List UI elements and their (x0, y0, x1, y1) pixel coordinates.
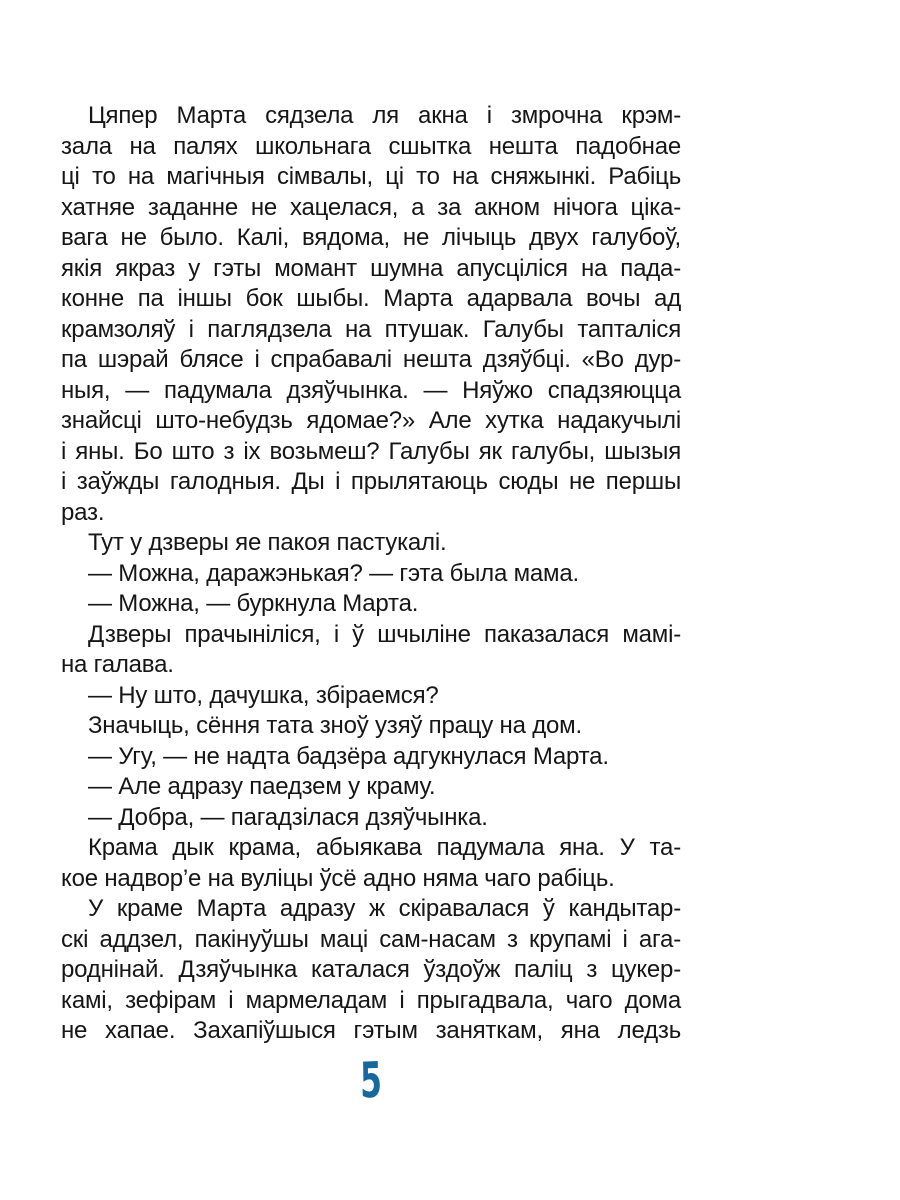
page-number: 5 (359, 1051, 383, 1110)
text-line: конне па іншы бок шыбы. Марта адарвала вочы ад (61, 285, 681, 312)
text-line: па шэрай блясе і спрабавалі нешта дзяўбці. «Во дур- (61, 346, 681, 373)
body-text-block (61, 101, 681, 1047)
text-line: скі аддзел, пакінуўшы маці сам-насам з крупамі і ага- (61, 925, 681, 953)
text-line: — Угу, — не надта бадзёра адгукнулася Марта. (88, 742, 609, 770)
text-line: на галава. (61, 651, 174, 678)
text-line: Цяпер Марта сядзела ля акна і змрочна крэм- (88, 102, 681, 129)
text-line: ныя, — падумала дзяўчынка. — Няўжо спадзяюцца (61, 376, 681, 404)
text-line: роднінай. Дзяўчынка каталася ўздоўж паліц з цукер- (61, 956, 681, 983)
text-line: і заўжды галодныя. Ды і прылятаюць сюды не першы (61, 468, 681, 495)
text-line: якія якраз у гэты момант шумна апусціліся на пада- (61, 254, 681, 282)
text-line: раз. (61, 498, 105, 526)
text-line: не хапае. Захапіўшыся гэтым заняткам, яна ледзь (61, 1017, 681, 1044)
text-line: Дзверы прачыніліся, і ў шчыліне паказалася мамі- (88, 620, 681, 648)
text-line: — Можна, даражэнькая? — гэта была мама. (88, 559, 579, 587)
text-line: вага не было. Калі, вядома, не лічыць двух галубоў, (61, 224, 681, 251)
text-line: і яны. Бо што з іх возьмеш? Галубы як галубы, шызыя (61, 437, 681, 465)
text-line: — Але адразу паедзем у краму. (88, 773, 436, 800)
text-line: хатняе заданне не хацелася, а за акном нічога ціка- (61, 193, 681, 221)
text-line: зала на палях школьнага сшытка нешта падобнае (61, 132, 681, 160)
text-line: кое надвор’е на вуліцы ўсё адно няма чаго рабіць. (61, 864, 615, 892)
text-line: — Можна, — буркнула Марта. (88, 590, 419, 617)
text-line: Тут у дзверы яе пакоя пастукалі. (88, 529, 447, 556)
text-line: — Добра, — пагадзілася дзяўчынка. (88, 803, 488, 831)
text-line: знайсці што-небудзь ядомае?» Але хутка надакучылі (61, 407, 681, 434)
text-line: Значыць, сёння тата зноў узяў працу на дом. (88, 712, 582, 739)
text-line: — Ну што, дачушка, збіраемся? (88, 681, 439, 709)
text-line: ці то на магічныя сімвалы, ці то на сняжынкі. Рабіць (61, 163, 681, 190)
text-line: Крама дык крама, абыякава падумала яна. У та- (88, 834, 681, 861)
page-number-container (61, 1051, 681, 1110)
text-line: крамзоляў і паглядзела на птушак. Галубы тапталіся (61, 315, 681, 343)
text-line: У краме Марта адразу ж скіравалася ў кандытар- (88, 895, 681, 922)
text-line: камі, зефірам і мармеладам і прыгадвала, чаго дома (61, 986, 681, 1014)
